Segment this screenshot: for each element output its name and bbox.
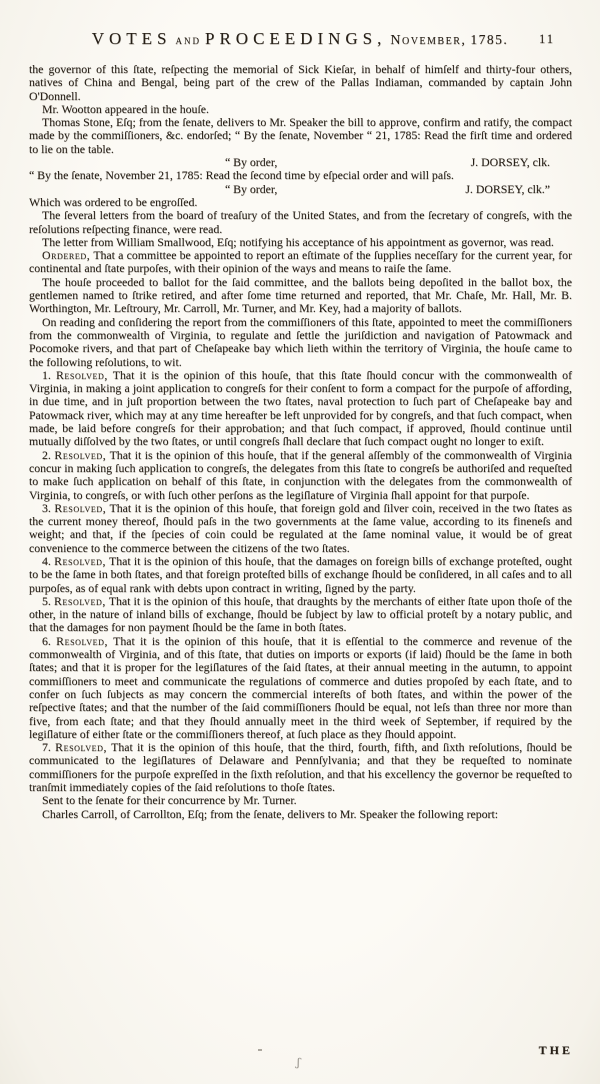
catchword: THE (538, 1043, 573, 1057)
body-paragraph: Thomas Stone, Eſq; from the ſenate, delivers to Mr. Speaker the bill to approve, confirm and ratify, the compact made by the commiſſioners, &c. endorſed; “ By the ſenate, November “ 21, 1785: Read the firſt time and ordered to lie on the table. (29, 115, 572, 156)
header-title-votes: VOTES (91, 29, 172, 48)
resolution-paragraph: 2. Resolved, That it is the opinion of this houſe, that if the general aſſembly of the commonwealth of Virginia concur in making ſuch application to congreſs, the delegates from this ſtate to congreſs be authoriſed and requeſted to make ſuch application on behalf of this ſtate, in conjunction with the delegates from the commonwealth of Virginia, to congreſs, or with ſuch other perſons as the legiſlature of Virginia ſhall appoint for that purpoſe. (29, 447, 572, 502)
small-caps-lead-word: Resolved, (54, 553, 107, 568)
body-paragraph: the governor of this ſtate, reſpecting the memorial of Sick Kieſar, in behalf of himſelf and thirty-four others, natives of China and Bengal, being part of the crew of the Pallas Indiaman, commanded by captain John O'Donnell. (29, 62, 572, 103)
page-number: 11 (538, 32, 555, 46)
body-paragraph: The ſeveral letters from the board of treaſury of the United States, and from the ſecretary of congreſs, with the reſolutions reſpecting finance, were read. (29, 208, 572, 236)
header-year: 1785. (470, 32, 509, 47)
header-title-and: and (175, 33, 201, 47)
resolution-paragraph: 3. Resolved, That it is the opinion of this houſe, that foreign gold and ſilver coin, received in the two ſtates as the current money thereof, ſhould paſs in the two governments at the ſame value, according to its fineneſs and weight; and that, if the ſpecies of coin could be regulated at the ſame nominal value, it would be of great convenience to the commerce between the citizens of the two ſtates. (29, 500, 572, 555)
clerk-signature: J. DORSEY, clk. (470, 155, 550, 170)
resolution-paragraph: 6. Resolved, That it is the opinion of this houſe, that it is eſſential to the commerce and revenue of the commonwealth of Virginia, and of this ſtate, that duties on imports or exports (if laid) ſhould be the ſame in both ſtates; and that it is proper for the legiſlatures of the ſaid ſtates, at their annual meeting in the autumn, to appoint commiſſioners to meet and communicate the regulations of commerce and duties propoſed by each ſtate, and to confer on ſuch ſubjects as may concern the commercial intereſts of both ſtates, and within the power of the reſpective ſtates; and that the number of the ſaid commiſſioners ſhould be equal, not leſs than three nor more than five, from each ſtate; and that they ſhould annually meet in the third week of September, if required by the legiſlature of either ſtate or the commiſſioners thereof, at ſuch place as they ſhould appoint. (29, 633, 572, 741)
small-caps-lead-word: Resolved, (55, 740, 108, 755)
body-paragraph: Mr. Wootton appeared in the houſe. (42, 101, 209, 116)
resolution-paragraph: 7. Resolved, That it is the opinion of this houſe, that the third, fourth, fifth, and ſixth reſolutions, ſhould be communicated to the legiſlatures of Delaware and Pennſylvania; and that they be requeſted to nominate commiſſioners for the purpoſe expreſſed in the ſixth reſolution, and that his excellency the governor be requeſted to tranſmit immediately copies of the ſaid reſolutions to thoſe ſtates. (29, 740, 572, 795)
body-paragraph: Ordered, That a committee be appointed to report an eſtimate of the ſupplies neceſſary for the current year, for continental and ſtate purpoſes, with their opinion of the ways and means to raiſe the ſame. (29, 248, 572, 276)
body-paragraph: The letter from William Smallwood, Eſq; notifying his acceptance of his appointment as governor, was read. (42, 234, 554, 249)
body-paragraph: On reading and conſidering the report from the commiſſioners of this ſtate, appointed to meet the commiſſioners from the commonwealth of Virginia, to regulate and ſettle the juriſdiction and navigation of Patowmack and Pocomoke rivers, and that part of Cheſapeake bay which lieth within the territory of Virginia, the houſe came to the following reſolutions, to wit. (29, 314, 572, 369)
resolution-paragraph: 1. Resolved, That it is the opinion of this houſe, that this ſtate ſhould concur with the commonwealth of Virginia, in making a joint application to congreſs for their conſent to form a compact for the purpoſe of affording, in due time, and in juſt proportion between the two ſtates, naval protection to ſuch part of Cheſapeake bay and Patowmack river, which may at any time hereafter be left unprovided for by congreſs, and that ſuch compact, when made, be laid before congreſs for their approbation; and that ſuch compact, if approved, ſhould continue until mutually diſſolved by the two ſtates, or until congreſs ſhall declare that ſuch compact ought no longer to exiſt. (29, 367, 573, 449)
body-paragraph: Charles Carroll, of Carrollton, Eſq; from the ſenate, delivers to Mr. Speaker the following report: (42, 806, 499, 821)
body-paragraph: Sent to the ſenate for their concurrence by Mr. Turner. (42, 793, 297, 808)
by-order-label: “ By order, (225, 155, 278, 170)
by-order-label: “ By order, (225, 181, 278, 196)
body-paragraph: The houſe proceeded to ballot for the ſaid committee, and the ballots being depoſited in the ballot box, the gentlemen named to ſtrike retired, and after ſome time returned and reported, that Mr. Chaſe, Mr. Hall, Mr. B. Worthington, Mr. Leſtroury, Mr. Carroll, Mr. Turner, and Mr. Key, had a majority of ballots. (29, 274, 572, 316)
small-caps-lead-word: Resolved, (53, 593, 106, 608)
body-paragraph: Which was ordered to be engroſſed. (29, 194, 198, 209)
clerk-signature: J. DORSEY, clk.” (465, 181, 550, 196)
small-caps-lead-word: Resolved, (54, 447, 107, 462)
ink-smudge: ʃ (295, 1055, 302, 1070)
small-caps-lead-word: Resolved, (54, 500, 107, 515)
page-body-text (29, 63, 572, 821)
body-paragraph: “ By the ſenate, November 21, 1785: Read the ſecond time by eſpecial order and will paſs. (29, 168, 454, 183)
small-caps-lead-word: Resolved, (55, 367, 108, 382)
ink-speck (258, 1049, 262, 1051)
by-order-attestation-line (29, 183, 572, 196)
header-month: November, (390, 33, 467, 48)
resolution-paragraph: 4. Resolved, That it is the opinion of this houſe, that the damages on foreign bills of exchange proteſted, ought to be the ſame in both ſtates, and that foreign proteſted bills of exchange ſhould be conſidered, in all caſes and to all purpoſes, as of equal rank with debts upon contract in writing, ſigned by the party. (29, 553, 572, 595)
by-order-attestation-line (29, 156, 572, 169)
header-title-proceedings: PROCEEDINGS, (205, 29, 387, 48)
small-caps-lead-word: Resolved, (56, 633, 109, 648)
resolution-paragraph: 5. Resolved, That it is the opinion of this houſe, that draughts by the merchants of either ſtate upon thoſe of the other, in the nature of inland bills of exchange, ſhould be ſubject by law to official proteſt by a notary public, and that the damages for non payment ſhould be the ſame in both ſtates. (29, 593, 572, 635)
small-caps-lead-word: Ordered, (42, 248, 91, 263)
page-header (30, 29, 570, 49)
